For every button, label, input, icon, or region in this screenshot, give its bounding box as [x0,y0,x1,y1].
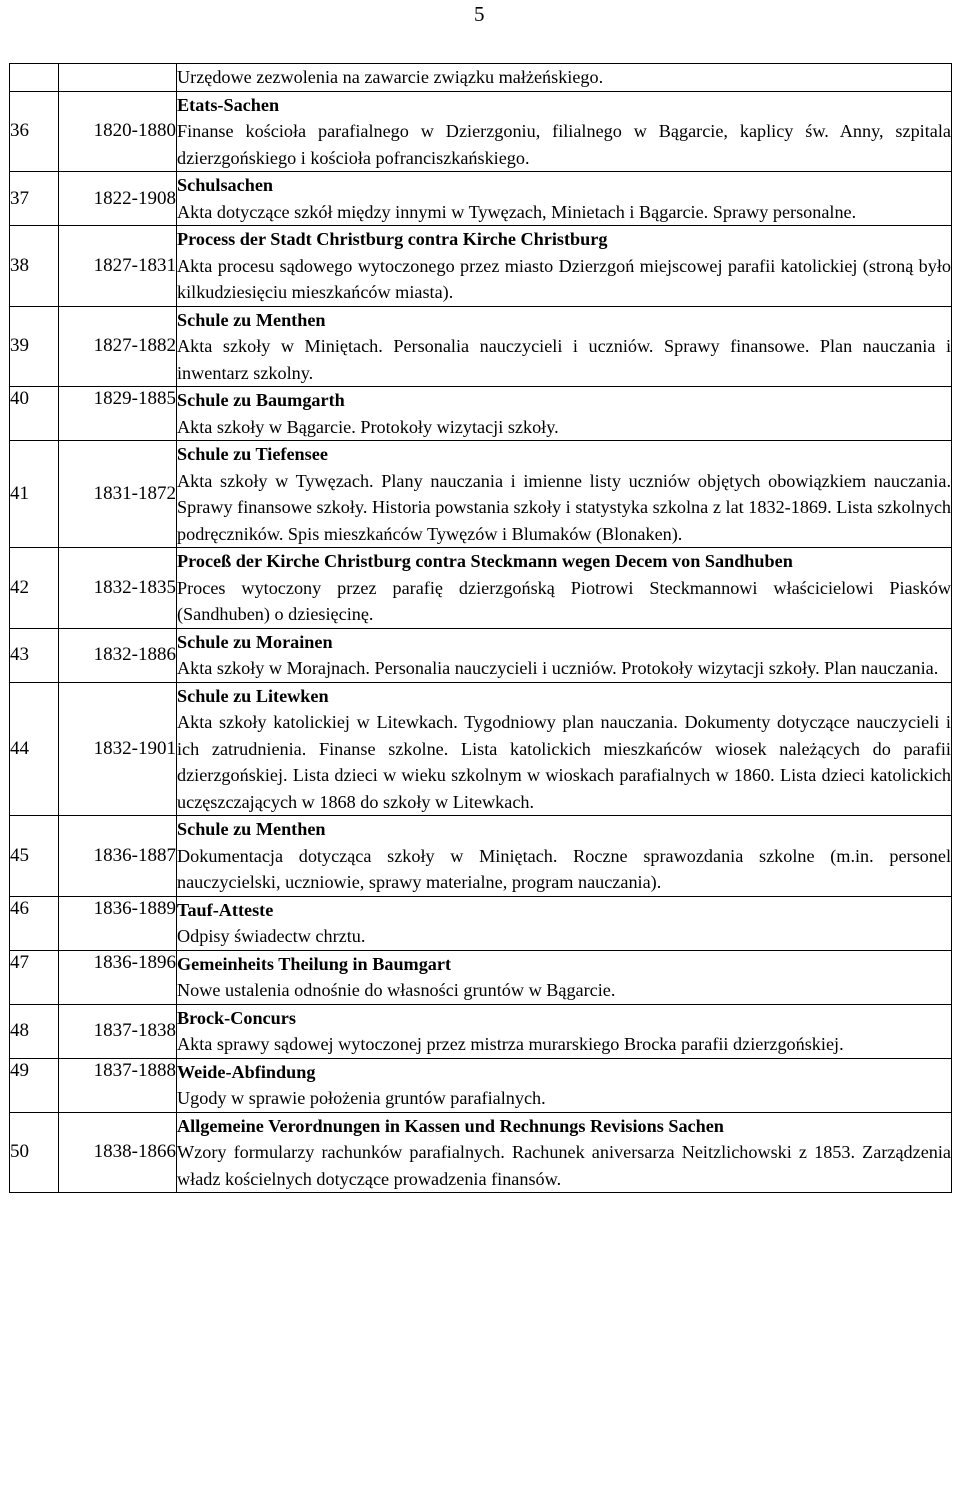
entry-description-cell [177,816,952,897]
entry-date-range: 1836-1896 [59,950,177,1004]
table-row [10,1004,952,1058]
entry-date-range: 1836-1887 [59,816,177,897]
entry-title: Schule zu Morainen [177,631,333,652]
entry-title: Gemeinheits Theilung in Baumgart [177,953,452,974]
entry-title: Schule zu Litewken [177,685,329,706]
entry-number: 45 [10,816,59,897]
table-row [10,682,952,816]
table-row [10,226,952,307]
table-row [10,628,952,682]
entry-description: Akta szkoły w Tywęzach. Plany nauczania i imienne listy uczniów objętych obowiązkiem nauczania. Sprawy finansowe szkoły. Historia powstania szkoły i statystyka szkolna z lat 1832-1869. Lista szkolnych podręczników. Spis mieszkańców Tywęzów i Blumaków (Blonaken). [177,470,951,544]
entry-date-range: 1827-1831 [59,226,177,307]
entry-title: Brock-Concurs [177,1007,296,1028]
entry-title: Weide-Abfindung [177,1061,316,1082]
entry-description-cell [177,226,952,307]
entry-description: Akta szkoły katolickiej w Litewkach. Tygodniowy plan nauczania. Dokumenty dotyczące nauczycieli i ich zatrudnienia. Finanse szkolne. Lista katolickich mieszkańców wiosek należących do parafii dzierzgońskiej. Lista dzieci w wieku szkolnym w wioskach parafialnych w 1860. Lista dzieci katolickich uczęszczających w 1868 do szkoły w Litewkach. [177,712,951,812]
entry-number: 49 [10,1058,59,1112]
entry-number: 41 [10,441,59,548]
entry-title: Schule zu Menthen [177,819,326,839]
table-row [10,64,952,92]
entry-date-range: 1837-1838 [59,1004,177,1058]
entry-number: 39 [10,306,59,387]
entry-description: Dokumentacja dotycząca szkoły w Miniętach. Roczne sprawozdania szkolne (m.in. personel nauczycielski, uczniowie, sprawy materialne, program nauczania). [177,845,951,892]
table-row [10,172,952,226]
entry-title: Etats-Sachen [177,94,280,115]
entry-title: Schulsachen [177,175,274,195]
entry-date-range: 1838-1866 [59,1112,177,1193]
entry-title: Schule zu Baumgarth [177,390,345,410]
entry-date-range: 1820-1880 [59,91,177,172]
archive-inventory-table [9,63,952,1193]
table-row [10,91,952,172]
entry-number: 50 [10,1112,59,1193]
entry-date-range: 1822-1908 [59,172,177,226]
table-row [10,548,952,629]
entry-number [10,64,59,92]
entry-date-range: 1829-1885 [59,387,177,441]
entry-description-cell [177,387,952,441]
entry-date-range: 1832-1886 [59,628,177,682]
entry-date-range: 1837-1888 [59,1058,177,1112]
entry-description: Akta sprawy sądowej wytoczonej przez mistrza murarskiego Brocka parafii dzierzgońskiej. [177,1034,844,1054]
entry-description-cell [177,896,952,950]
table-row [10,387,952,441]
table-row [10,1112,952,1193]
entry-description: Akta dotyczące szkół między innymi w Tywęzach, Minietach i Bągarcie. Sprawy personalne. [177,201,857,222]
entry-description: Odpisy świadectw chrztu. [177,926,366,946]
entry-description-cell [177,628,952,682]
entry-date-range: 1832-1901 [59,682,177,816]
entry-title: Schule zu Tiefensee [177,444,328,464]
entry-date-range: 1831-1872 [59,441,177,548]
entry-title: Process der Stadt Christburg contra Kirche Christburg [177,229,608,249]
table-row [10,1058,952,1112]
entry-description-cell [177,1004,952,1058]
entry-number: 36 [10,91,59,172]
entry-description-cell [177,172,952,226]
entry-description: Ugody w sprawie położenia gruntów parafialnych. [177,1088,546,1108]
entry-number: 43 [10,628,59,682]
entry-description: Nowe ustalenia odnośnie do własności gruntów w Bągarcie. [177,980,616,1000]
entry-number: 47 [10,950,59,1004]
entry-title: Schule zu Menthen [177,309,326,330]
entry-date-range: 1836-1889 [59,896,177,950]
entry-description-cell [177,91,952,172]
table-row [10,306,952,387]
entry-description-cell [177,1112,952,1193]
entry-description: Wzory formularzy rachunków parafialnych. Rachunek aniversarza Neitzlichowski z 1853. Zarządzenia władz kościelnych dotyczące prowadzenia finansów. [177,1142,951,1189]
entry-description: Akta szkoły w Bągarcie. Protokoły wizytacji szkoły. [177,416,559,437]
entry-date-range: 1832-1835 [59,548,177,629]
entry-description-cell [177,682,952,816]
table-row [10,950,952,1004]
table-row [10,896,952,950]
table-row [10,816,952,897]
entry-description-cell [177,306,952,387]
entry-description: Akta szkoły w Morajnach. Personalia nauczycieli i uczniów. Protokoły wizytacji szkoły. Plan nauczania. [177,658,939,678]
entry-description: Urzędowe zezwolenia na zawarcie związku małżeńskiego. [177,67,604,87]
entry-description: Akta procesu sądowego wytoczonego przez miasto Dzierzgoń miejscowej parafii katolickiej (stroną było kilkudziesięciu mieszkańców miasta). [177,255,951,302]
entry-description-cell [177,64,952,92]
entry-date-range: 1827-1882 [59,306,177,387]
entry-number: 42 [10,548,59,629]
table-row [10,441,952,548]
entry-description: Proces wytoczony przez parafię dzierzgońską Piotrowi Steckmannowi właścicielowi Piasków (Sandhuben) o dziesięcinę. [177,577,951,624]
entry-number: 38 [10,226,59,307]
entry-title: Proceß der Kirche Christburg contra Steckmann wegen Decem von Sandhuben [177,551,793,571]
entry-number: 37 [10,172,59,226]
entry-title: Allgemeine Verordnungen in Kassen und Rechnungs Revisions Sachen [177,1115,724,1136]
page-number: 5 [474,2,485,26]
entry-title: Tauf-Atteste [177,899,274,920]
entry-description: Finanse kościoła parafialnego w Dzierzgoniu, filialnego w Bągarcie, kaplicy św. Anny, szpitala dzierzgońskiego i kościoła pofranciszkańskiego. [177,121,951,168]
entry-number: 44 [10,682,59,816]
entry-number: 40 [10,387,59,441]
entry-description-cell [177,548,952,629]
entry-date-range [59,64,177,92]
entry-description: Akta szkoły w Miniętach. Personalia nauczycieli i uczniów. Sprawy finansowe. Plan nauczania i inwentarz szkolny. [177,336,951,383]
entry-description-cell [177,950,952,1004]
entry-number: 46 [10,896,59,950]
entry-number: 48 [10,1004,59,1058]
entry-description-cell [177,1058,952,1112]
entry-description-cell [177,441,952,548]
